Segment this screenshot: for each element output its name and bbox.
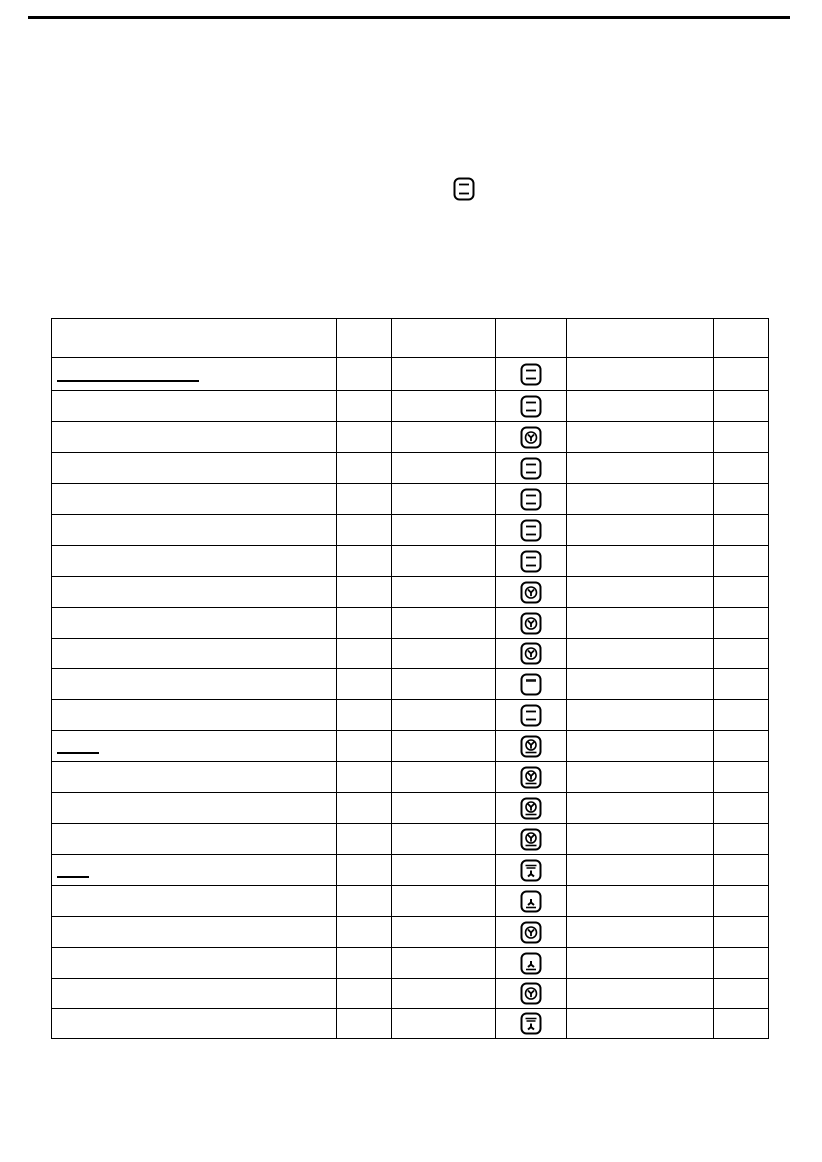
header-cell: [392, 319, 496, 358]
temperature-cell: [392, 700, 496, 731]
note-cell: [714, 391, 769, 422]
level-cell: [337, 391, 392, 422]
temperature-cell: [392, 979, 496, 1009]
note-cell: [714, 639, 769, 669]
dish-cell: [52, 762, 337, 793]
time-cell: [567, 358, 714, 391]
temperature-cell: [392, 639, 496, 669]
table-row: [52, 577, 769, 608]
fan-heating-icon: [520, 642, 542, 665]
temperature-cell: [392, 762, 496, 793]
time-cell: [567, 515, 714, 546]
temperature-cell: [392, 577, 496, 608]
fan-bottom-heat-icon: [520, 735, 542, 758]
time-cell: [567, 669, 714, 700]
dish-cell: [52, 886, 337, 917]
dish-cell: [52, 391, 337, 422]
dish-cell: [52, 700, 337, 731]
dish-cell: [52, 948, 337, 979]
fan-heating-icon: [520, 982, 542, 1005]
dish-category-label: [52, 864, 336, 876]
function-cell: [496, 1009, 567, 1039]
level-cell: [337, 1009, 392, 1039]
level-cell: [337, 979, 392, 1009]
level-cell: [337, 824, 392, 855]
temperature-cell: [392, 886, 496, 917]
dish-cell: [52, 358, 337, 391]
dish-cell: [52, 577, 337, 608]
function-cell: [496, 886, 567, 917]
level-cell: [337, 639, 392, 669]
time-cell: [567, 453, 714, 484]
fan-grill-icon: [520, 1012, 542, 1035]
dish-cell: [52, 669, 337, 700]
table-row: [52, 917, 769, 948]
fan-grill-icon: [520, 859, 542, 882]
fan-heating-icon: [520, 581, 542, 604]
dish-cell: [52, 731, 337, 762]
conventional-heating-icon: [520, 363, 542, 386]
table-row: [52, 515, 769, 546]
note-cell: [714, 762, 769, 793]
temperature-cell: [392, 793, 496, 824]
time-cell: [567, 577, 714, 608]
temperature-cell: [392, 453, 496, 484]
table-row: [52, 422, 769, 453]
table-row: [52, 979, 769, 1009]
function-cell: [496, 422, 567, 453]
function-cell: [496, 979, 567, 1009]
note-cell: [714, 608, 769, 639]
temperature-cell: [392, 546, 496, 577]
level-cell: [337, 886, 392, 917]
table-row: [52, 886, 769, 917]
dish-cell: [52, 793, 337, 824]
note-cell: [714, 886, 769, 917]
fan-heating-icon: [520, 426, 542, 449]
note-cell: [714, 669, 769, 700]
level-cell: [337, 453, 392, 484]
level-cell: [337, 948, 392, 979]
fan-bottom-heat-icon: [520, 766, 542, 789]
table-row: [52, 358, 769, 391]
temperature-cell: [392, 391, 496, 422]
note-cell: [714, 824, 769, 855]
note-cell: [714, 979, 769, 1009]
level-cell: [337, 484, 392, 515]
time-cell: [567, 855, 714, 886]
function-cell: [496, 793, 567, 824]
time-cell: [567, 422, 714, 453]
temperature-cell: [392, 669, 496, 700]
time-cell: [567, 917, 714, 948]
dish-cell: [52, 917, 337, 948]
fan-heating-icon: [520, 612, 542, 635]
temperature-cell: [392, 917, 496, 948]
defrost-icon: [520, 890, 542, 913]
level-cell: [337, 762, 392, 793]
function-cell: [496, 762, 567, 793]
level-cell: [337, 700, 392, 731]
function-cell: [496, 824, 567, 855]
conventional-heating-icon: [520, 457, 542, 480]
dish-cell: [52, 608, 337, 639]
table-row: [52, 669, 769, 700]
dish-cell: [52, 979, 337, 1009]
time-cell: [567, 546, 714, 577]
function-cell: [496, 855, 567, 886]
note-cell: [714, 515, 769, 546]
time-cell: [567, 886, 714, 917]
table-row: [52, 762, 769, 793]
note-cell: [714, 422, 769, 453]
temperature-cell: [392, 1009, 496, 1039]
top-rule: [28, 16, 790, 19]
function-cell: [496, 639, 567, 669]
note-cell: [714, 948, 769, 979]
dish-cell: [52, 422, 337, 453]
conventional-heating-icon: [520, 395, 542, 418]
note-cell: [714, 793, 769, 824]
dish-category-label: [52, 368, 336, 380]
category-underline: [57, 740, 99, 754]
level-cell: [337, 731, 392, 762]
temperature-cell: [392, 608, 496, 639]
function-cell: [496, 577, 567, 608]
category-underline: [57, 368, 199, 382]
time-cell: [567, 979, 714, 1009]
table-row: [52, 700, 769, 731]
conventional-heating-icon: [520, 519, 542, 542]
time-cell: [567, 700, 714, 731]
conventional-heating-icon: [453, 177, 475, 201]
table-row: [52, 546, 769, 577]
time-cell: [567, 948, 714, 979]
temperature-cell: [392, 855, 496, 886]
note-cell: [714, 917, 769, 948]
table-row: [52, 608, 769, 639]
function-cell: [496, 608, 567, 639]
dish-cell: [52, 1009, 337, 1039]
top-heat-icon: [520, 673, 542, 696]
note-cell: [714, 855, 769, 886]
dish-cell: [52, 453, 337, 484]
level-cell: [337, 422, 392, 453]
note-cell: [714, 731, 769, 762]
table-row: [52, 1009, 769, 1039]
table-row: [52, 731, 769, 762]
dish-cell: [52, 546, 337, 577]
function-cell: [496, 700, 567, 731]
time-cell: [567, 731, 714, 762]
header-cell: [52, 319, 337, 358]
conventional-heating-icon: [520, 488, 542, 511]
table-row: [52, 391, 769, 422]
function-cell: [496, 917, 567, 948]
function-cell: [496, 484, 567, 515]
table-header-row: [52, 319, 769, 358]
dish-category-label: [52, 740, 336, 752]
temperature-cell: [392, 824, 496, 855]
note-cell: [714, 700, 769, 731]
conventional-heating-icon: [520, 550, 542, 573]
time-cell: [567, 762, 714, 793]
level-cell: [337, 917, 392, 948]
header-cell: [714, 319, 769, 358]
header-cell: [567, 319, 714, 358]
time-cell: [567, 793, 714, 824]
header-cell: [337, 319, 392, 358]
note-cell: [714, 358, 769, 391]
fan-bottom-heat-icon: [520, 797, 542, 820]
temperature-cell: [392, 422, 496, 453]
table-row: [52, 639, 769, 669]
dish-cell: [52, 484, 337, 515]
table-row: [52, 484, 769, 515]
table-row: [52, 824, 769, 855]
level-cell: [337, 577, 392, 608]
fan-bottom-heat-icon: [520, 828, 542, 851]
table-row: [52, 855, 769, 886]
note-cell: [714, 546, 769, 577]
level-cell: [337, 608, 392, 639]
time-cell: [567, 639, 714, 669]
time-cell: [567, 484, 714, 515]
function-cell: [496, 948, 567, 979]
function-cell: [496, 669, 567, 700]
function-cell: [496, 391, 567, 422]
category-underline: [57, 864, 89, 878]
note-cell: [714, 453, 769, 484]
function-cell: [496, 546, 567, 577]
time-cell: [567, 391, 714, 422]
table-row: [52, 793, 769, 824]
level-cell: [337, 855, 392, 886]
level-cell: [337, 515, 392, 546]
dish-cell: [52, 824, 337, 855]
time-cell: [567, 824, 714, 855]
defrost-icon: [520, 952, 542, 975]
temperature-cell: [392, 948, 496, 979]
temperature-cell: [392, 731, 496, 762]
table-row: [52, 948, 769, 979]
time-cell: [567, 608, 714, 639]
note-cell: [714, 577, 769, 608]
note-cell: [714, 484, 769, 515]
note-cell: [714, 1009, 769, 1039]
function-cell: [496, 358, 567, 391]
level-cell: [337, 669, 392, 700]
level-cell: [337, 358, 392, 391]
function-cell: [496, 453, 567, 484]
function-cell: [496, 515, 567, 546]
dish-cell: [52, 639, 337, 669]
cooking-table: [51, 318, 769, 1039]
table-row: [52, 453, 769, 484]
level-cell: [337, 546, 392, 577]
temperature-cell: [392, 515, 496, 546]
temperature-cell: [392, 484, 496, 515]
dish-cell: [52, 855, 337, 886]
dish-cell: [52, 515, 337, 546]
fan-heating-icon: [520, 921, 542, 944]
time-cell: [567, 1009, 714, 1039]
temperature-cell: [392, 358, 496, 391]
header-cell: [496, 319, 567, 358]
level-cell: [337, 793, 392, 824]
conventional-heating-icon: [520, 704, 542, 727]
function-cell: [496, 731, 567, 762]
